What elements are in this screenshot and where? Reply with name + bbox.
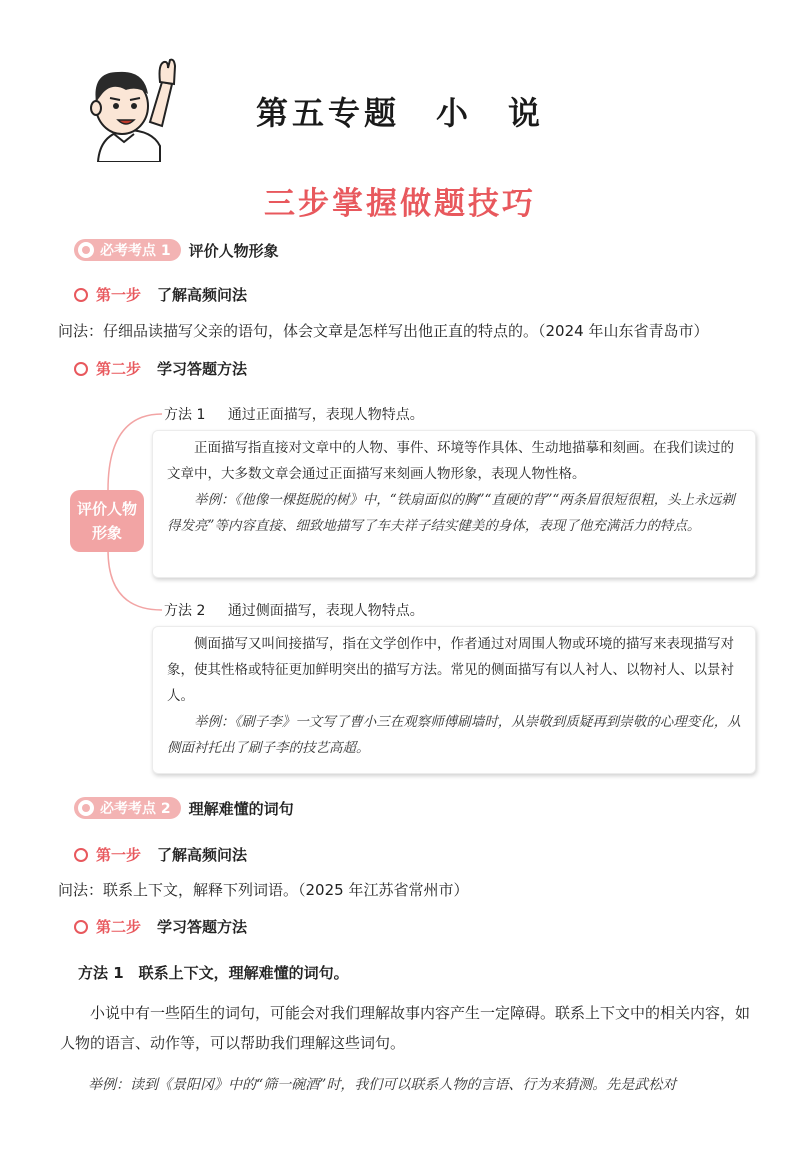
ring-bullet-icon <box>74 848 88 862</box>
ring-bullet-icon <box>74 920 88 934</box>
kp1-step-2 <box>74 358 247 379</box>
step-label: 第二步 <box>96 360 142 378</box>
key-point-title: 评价人物形象 <box>188 241 279 260</box>
step-label: 第二步 <box>96 918 142 936</box>
method-1-example: 举例：《他像一棵挺脱的树》中，“铁扇面似的胸”“直硬的背”“两条眉很短很粗，头上永远剃得发亮”等内容直接、细致地描写了车夫祥子结实健美的身体，表现了他充满活力的特点。 <box>167 492 735 534</box>
step-text: 了解高频问法 <box>157 846 248 864</box>
pencil-badge-icon <box>78 242 94 258</box>
kp2-paragraph: 小说中有一些陌生的词句，可能会对我们理解故事内容产生一定障碍。联系上下文中的相关内容，如人物的语言、动作等，可以帮助我们理解这些词句。 <box>60 1004 751 1052</box>
method-2-paragraph: 侧面描写又叫间接描写，指在文学创作中，作者通过对周围人物或环境的描写来表现描写对象，使其性格或特征更加鲜明突出的描写方法。常见的侧面描写有以人衬人、以物衬人、以景衬人。 <box>167 636 734 704</box>
step-label: 第一步 <box>96 846 142 864</box>
mindmap-center-node <box>70 490 144 552</box>
kp2-question: 问法：联系上下文，解释下列词语。（2025 年江苏省常州市） <box>58 881 469 899</box>
step-label: 第一步 <box>96 286 142 304</box>
key-point-title: 理解难懂的词句 <box>188 799 294 818</box>
step-text: 学习答题方法 <box>157 918 248 936</box>
ring-bullet-icon <box>74 362 88 376</box>
key-point-badge-label: 必考考点 1 <box>100 243 171 259</box>
step-text: 了解高频问法 <box>157 286 248 304</box>
ring-bullet-icon <box>74 288 88 302</box>
kp2-example: 举例：读到《景阳冈》中的“筛一碗酒”时，我们可以联系人物的言语、行为来猜测。先是武松对 <box>88 1077 677 1093</box>
key-point-1 <box>74 238 279 262</box>
method-label: 方法 2 <box>164 603 206 619</box>
method-2-example: 举例：《刷子李》一文写了曹小三在观察师傅刷墙时，从崇敬到质疑再到崇敬的心理变化，从侧面衬托出了刷子李的技艺高超。 <box>167 714 741 756</box>
method-title: 通过侧面描写，表现人物特点。 <box>227 603 424 619</box>
key-point-badge-label: 必考考点 2 <box>100 801 171 817</box>
key-point-2 <box>74 796 294 820</box>
mindmap-node-line-1: 评价人物 <box>76 500 137 518</box>
page-title: 第五专题 小 说 <box>255 94 544 132</box>
key-point-badge <box>74 797 181 819</box>
kp1-question: 问法：仔细品读描写父亲的语句，体会文章是怎样写出他正直的特点的。（2024 年山东省青岛市） <box>58 322 709 340</box>
page-subtitle: 三步掌握做题技巧 <box>264 186 536 222</box>
key-point-badge <box>74 239 181 261</box>
method-1-box <box>152 430 756 578</box>
method-1-heading <box>164 404 424 424</box>
kp2-method-1-heading: 方法 1 联系上下文，理解难懂的词句。 <box>78 964 349 982</box>
kp1-step-1 <box>74 284 247 305</box>
method-title: 通过正面描写，表现人物特点。 <box>227 407 424 423</box>
pencil-badge-icon <box>78 800 94 816</box>
step-text: 学习答题方法 <box>157 360 248 378</box>
mindmap-node-line-2: 形象 <box>91 524 122 542</box>
kp2-step-1 <box>74 844 247 865</box>
method-1-paragraph: 正面描写指直接对文章中的人物、事件、环境等作具体、生动地描摹和刻画。在我们读过的文章中，大多数文章会通过正面描写来刻画人物形象，表现人物性格。 <box>167 440 734 482</box>
method-label: 方法 1 <box>164 407 206 423</box>
method-2-heading <box>164 600 424 620</box>
method-2-box <box>152 626 756 774</box>
kp2-step-2 <box>74 916 247 937</box>
